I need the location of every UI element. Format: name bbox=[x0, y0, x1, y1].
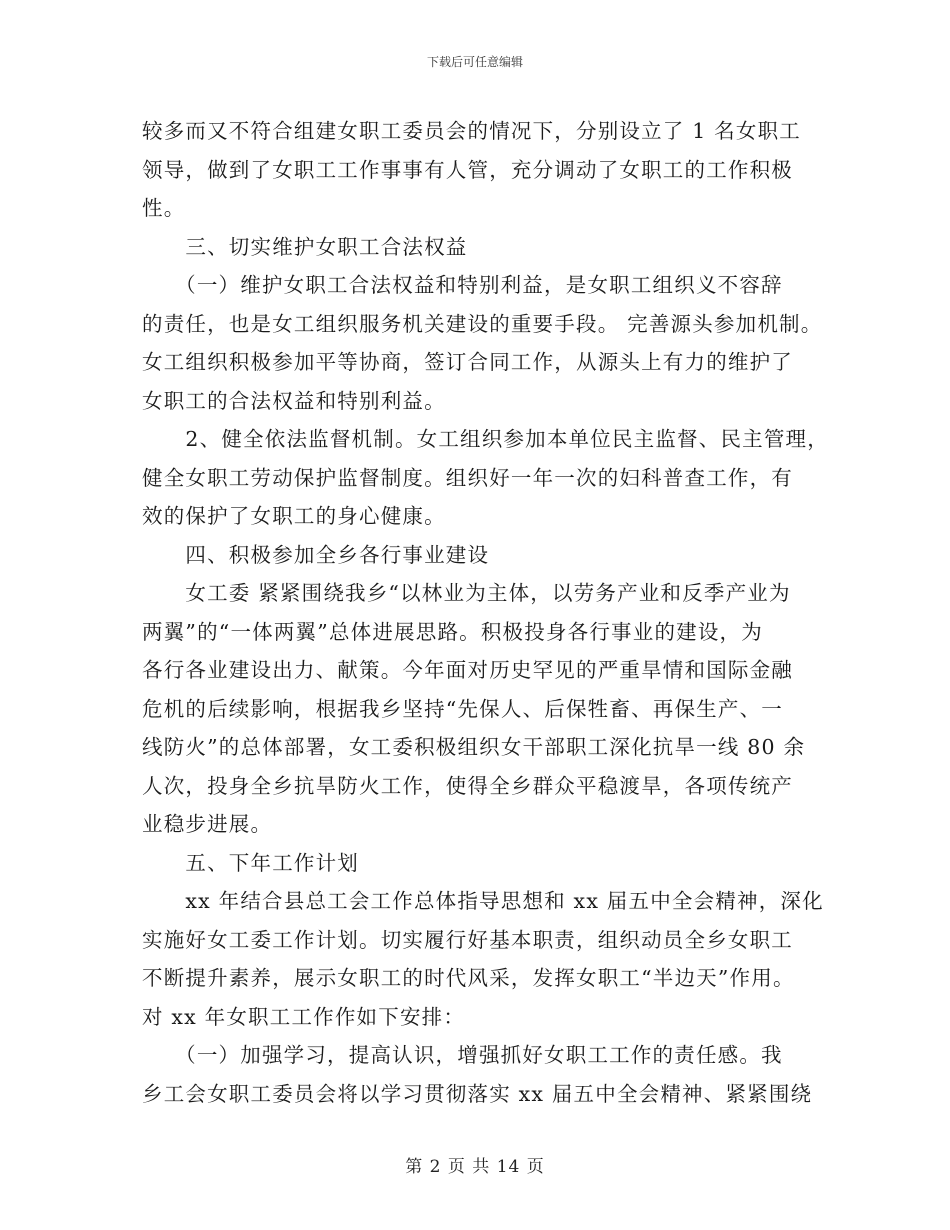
text-line: 人次，投身全乡抗旱防火工作，使得全乡群众平稳渡旱，各项传统产 bbox=[142, 773, 793, 798]
text-line: 各行各业建设出力、献策。今年面对历史罕见的严重旱情和国际金融 bbox=[142, 658, 793, 682]
text-line: 线防火”的总体部署，女工委积极组织女干部职工深化抗旱一线 80 余 bbox=[142, 735, 806, 759]
text-line: 领导，做到了女职工工作事事有人管，充分调动了女职工的工作积极 bbox=[142, 157, 793, 182]
text-line: 较多而又不符合组建女职工委员会的情况下，分别设立了 1 名女职工 bbox=[142, 119, 801, 143]
page-footer: 第 2 页 共 14 页 bbox=[405, 1157, 545, 1177]
section-heading: 四、积极参加全乡各行事业建设 bbox=[142, 542, 490, 567]
text-line: 2、健全依法监督机制。女工组织参加本单位民主监督、民主管理， bbox=[142, 427, 829, 451]
text-line: （一）加强学习，提高认识，增强抓好女职工工作的责任感。我 bbox=[142, 1043, 783, 1067]
text-line: （一）维护女职工合法权益和特别利益，是女职工组织义不容辞 bbox=[142, 273, 783, 297]
text-line: 乡工会女职工委员会将以学习贯彻落实 xx 届五中全会精神、紧紧围绕 bbox=[142, 1081, 813, 1106]
text-line: 女工委 紧紧围绕我乡“以林业为主体，以劳务产业和反季产业为 bbox=[142, 581, 791, 605]
text-line: 健全女职工劳动保护监督制度。组织好一年一次的妇科普查工作，有 bbox=[142, 465, 793, 490]
text-line: 业稳步进展。 bbox=[142, 812, 273, 836]
text-line: 性。 bbox=[142, 196, 186, 220]
text-line: 女工组织积极参加平等协商，签订合同工作，从源头上有力的维护了 bbox=[142, 350, 793, 374]
document-body bbox=[142, 112, 829, 1113]
text-line: 的责任，也是女工组织服务机关建设的重要手段。 完善源头参加机制。 bbox=[142, 311, 823, 336]
text-line: 对 xx 年女职工工作作如下安排： bbox=[142, 1004, 466, 1029]
text-line: 女职工的合法权益和特别利益。 bbox=[142, 388, 446, 413]
text-line: 效的保护了女职工的身心健康。 bbox=[142, 504, 446, 528]
text-line: 两翼”的“一体两翼”总体进展思路。积极投身各行事业的建设，为 bbox=[142, 619, 763, 644]
page-header: 下载后可任意编辑 bbox=[426, 55, 523, 69]
text-line: 危机的后续影响，根据我乡坚持“先保人、后保牲畜、再保生产、一 bbox=[142, 696, 783, 721]
section-heading: 五、下年工作计划 bbox=[142, 850, 359, 875]
section-heading: 三、切实维护女职工合法权益 bbox=[142, 234, 468, 259]
text-line: xx 年结合县总工会工作总体指导思想和 xx 届五中全会精神，深化 bbox=[142, 889, 824, 913]
text-line: 不断提升素养，展示女职工的时代风采，发挥女职工“半边天”作用。 bbox=[142, 966, 795, 990]
text-line: 实施好女工委工作计划。切实履行好基本职责，组织动员全乡女职工 bbox=[142, 927, 793, 952]
